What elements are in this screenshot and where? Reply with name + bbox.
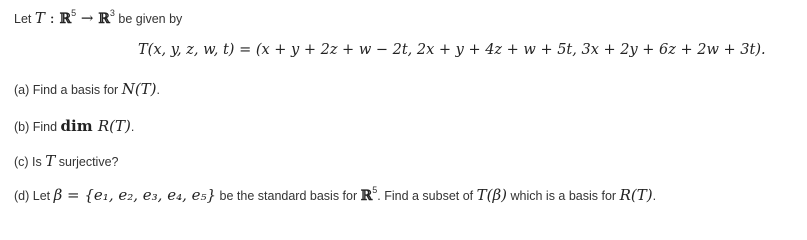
part-a-text: (a) Find a basis for: [14, 83, 122, 97]
part-c-end: surjective?: [55, 155, 119, 169]
codomain-space: ℝ: [98, 11, 110, 27]
intro-line: [14, 9, 182, 27]
beta-definition: β = {e₁, e₂, e₃, e₄, e₅}: [53, 186, 217, 204]
map-definition: T(x, y, z, w, t) = (x + y + 2z + w − 2t, 2x + y + 4z + w + 5t, 3x + 2y + 6z + 2w + 3t).: [138, 42, 766, 58]
part-c: [14, 152, 119, 170]
intro-suffix: be given by: [114, 12, 183, 26]
r5-exponent: 5: [372, 185, 378, 195]
part-b-end: .: [130, 120, 135, 134]
codomain-exponent: 3: [109, 8, 115, 18]
null-space: N(T): [121, 80, 157, 98]
dim-operator: dim: [60, 117, 98, 135]
map-symbol-c: T: [45, 152, 56, 170]
colon: :: [44, 9, 60, 27]
intro-prefix: Let: [14, 12, 35, 26]
part-b-text: (b) Find: [14, 120, 61, 134]
domain-exponent: 5: [71, 8, 77, 18]
part-d-text: (d) Let: [14, 189, 54, 203]
part-a: [14, 80, 160, 98]
part-d: [14, 186, 656, 204]
range-space: R(T): [97, 117, 131, 135]
part-d-end: .: [652, 189, 657, 203]
map-symbol: T: [34, 9, 45, 27]
r5-space: ℝ: [360, 188, 373, 204]
part-a-end: .: [156, 83, 161, 97]
arrow: →: [76, 9, 99, 27]
image-of-beta: T(β): [476, 186, 508, 204]
part-c-text: (c) Is: [14, 155, 46, 169]
domain-space: ℝ: [59, 11, 72, 27]
range-space-d: R(T): [619, 186, 653, 204]
part-d-mid: be the standard basis for: [216, 189, 361, 203]
part-b: [14, 117, 134, 135]
part-d-mid2: . Find a subset of: [377, 189, 477, 203]
part-d-mid3: which is a basis for: [507, 189, 620, 203]
